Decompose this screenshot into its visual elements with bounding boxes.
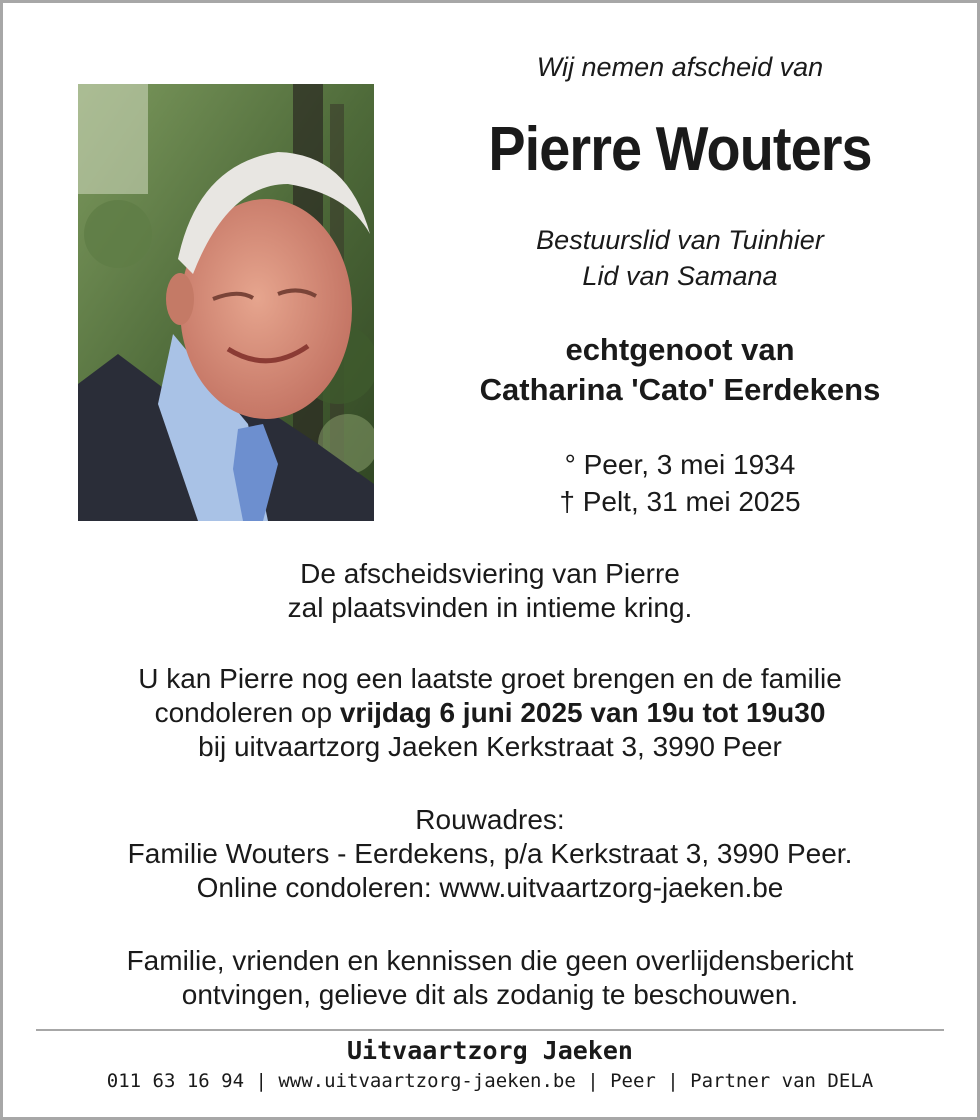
visitation-line [0, 696, 980, 730]
visitation-line: bij uitvaartzorg Jaeken Kerkstraat 3, 3990 Peer [198, 731, 782, 762]
visitation-line: U kan Pierre nog een laatste groet brengen en de familie [138, 663, 842, 694]
role-line: Bestuurslid van Tuinhier [536, 225, 824, 255]
portrait-photo [78, 84, 374, 521]
roles [400, 222, 960, 294]
deceased-name: Pierre Wouters [488, 115, 872, 184]
online-condolence: Online condoleren: www.uitvaartzorg-jaeken.be [196, 872, 784, 903]
ceremony-line: De afscheidsviering van Pierre [300, 558, 680, 589]
spouse-relation: echtgenoot van [565, 332, 795, 367]
funeral-home-info: 011 63 16 94 | www.uitvaartzorg-jaeken.be | Peer | Partner van DELA [106, 1070, 874, 1092]
visitation-datetime: vrijdag 6 juni 2025 van 19u tot 19u30 [339, 697, 826, 728]
spouse-block [400, 330, 960, 410]
death-date: † Pelt, 31 mei 2025 [559, 486, 801, 517]
ceremony-text [0, 557, 980, 625]
visitation-prefix: condoleren op [154, 697, 340, 728]
spouse-name: Catharina 'Cato' Eerdekens [479, 372, 881, 407]
funeral-home-name: Uitvaartzorg Jaeken [347, 1036, 633, 1065]
footer-divider [36, 1029, 944, 1031]
intro-text: Wij nemen afscheid van [536, 52, 824, 82]
address-line: Familie Wouters - Eerdekens, p/a Kerkstraat 3, 3990 Peer. [127, 838, 853, 869]
dates-block [400, 446, 960, 520]
address-text [0, 803, 980, 905]
visitation-text [0, 662, 980, 764]
birth-date: ° Peer, 3 mei 1934 [564, 449, 796, 480]
notice-text [0, 944, 980, 1012]
address-label: Rouwadres: [415, 804, 565, 835]
role-line: Lid van Samana [582, 261, 778, 291]
notice-line: Familie, vrienden en kennissen die geen overlijdensbericht [126, 945, 854, 976]
notice-line: ontvingen, gelieve dit als zodanig te beschouwen. [181, 979, 799, 1010]
ceremony-line: zal plaatsvinden in intieme kring. [287, 592, 693, 623]
